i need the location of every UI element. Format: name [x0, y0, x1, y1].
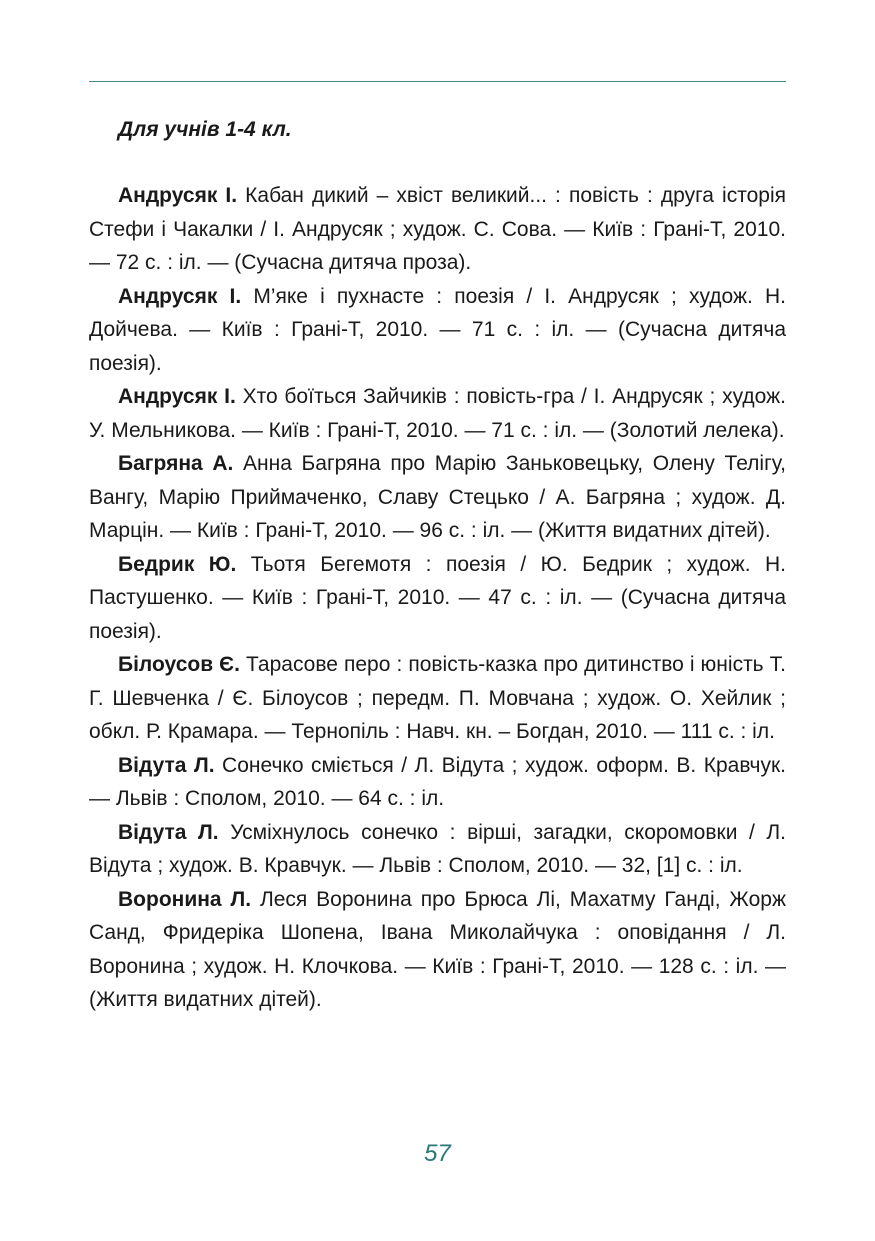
- entry-text: Тарасове перо : повість-казка про дитинство і юність Т. Г. Шевченка / Є. Білоусов ; передм. П. Мовчана ; худож. О. Хейлик ; обкл. Р. Крамара. — Тернопіль : Навч. кн. – Богдан, 2010. — 111 с. : іл.: [89, 653, 787, 743]
- entry-text: Тьотя Бегемотя : поезія / Ю. Бедрик ; худож. Н. Пастушенко. — Київ : Грані-Т, 2010. — 47 с. : іл. — (Сучасна дитяча поезія).: [89, 552, 786, 643]
- entry-author: Відута Л.: [118, 753, 215, 777]
- entry-author: Білоусов Є.: [118, 653, 240, 676]
- bibliography-entry: [89, 179, 786, 280]
- top-rule: [89, 81, 786, 82]
- entry-author: Андрусяк І.: [118, 385, 236, 408]
- bibliography-entry: [89, 447, 786, 548]
- entry-author: Відута Л.: [118, 820, 219, 844]
- bibliography-entry: [89, 380, 786, 447]
- bibliography-entry: [89, 548, 786, 649]
- entry-author: Воронина Л.: [118, 887, 252, 911]
- bibliography-list: [89, 179, 786, 1017]
- section-heading: Для учнів 1-4 кл.: [118, 118, 292, 141]
- entry-text: М’яке і пухнасте : поезія / І. Андрусяк ; худож. Н. Дойчева. — Київ : Грані-Т, 2010. — 71 с. : іл. — (Сучасна дитяча поезія).: [89, 284, 786, 375]
- bibliography-entry: [89, 280, 786, 381]
- entry-text: Кабан дикий – хвіст великий... : повість : друга історія Стефи і Чакалки / І. Андрусяк ; худож. С. Сова. — Київ : Грані-Т, 2010. — 72 с. : іл. — (Сучасна дитяча проза).: [89, 184, 786, 274]
- entry-author: Багряна А.: [118, 452, 234, 475]
- entry-author: Бедрик Ю.: [118, 552, 237, 576]
- entry-text: Анна Багряна про Марію Заньковецьку, Олену Телігу, Вангу, Марію Приймаченко, Славу Стецько / А. Багряна ; худож. Д. Марцін. — Київ : Грані-Т, 2010. — 96 с. : іл. — (Життя видатних дітей).: [89, 452, 786, 542]
- bibliography-entry: [89, 648, 786, 749]
- entry-text: Леся Воронина про Брюса Лі, Махатму Ганді, Жорж Санд, Фридеріка Шопена, Івана Миколайчука : оповідання / Л. Воронина ; худож. Н. Клочкова. — Київ : Грані-Т, 2010. — 128 с. : іл. — (Життя видатних дітей).: [89, 887, 786, 1011]
- page-number: 57: [424, 1140, 451, 1167]
- entry-text: Хто боїться Зайчиків : повість-гра / І. Андрусяк ; худож. У. Мельникова. — Київ : Грані-Т, 2010. — 71 с. : іл. — (Золотий лелека).: [89, 385, 786, 442]
- entry-author: Андрусяк І.: [118, 184, 238, 207]
- entry-text: Усміхнулось сонечко : вірші, загадки, скоромовки / Л. Відута ; худож. В. Кравчук. — Львів : Сполом, 2010. — 32, [1] с. : іл.: [89, 820, 787, 877]
- entry-text: Сонечко сміється / Л. Відута ; худож. оформ. В. Кравчук. — Львів : Сполом, 2010. — 64 с. : іл.: [89, 753, 787, 810]
- bibliography-entry: [89, 883, 786, 1017]
- bibliography-entry: [89, 749, 786, 816]
- entry-author: Андрусяк І.: [118, 284, 242, 308]
- bibliography-entry: [89, 816, 786, 883]
